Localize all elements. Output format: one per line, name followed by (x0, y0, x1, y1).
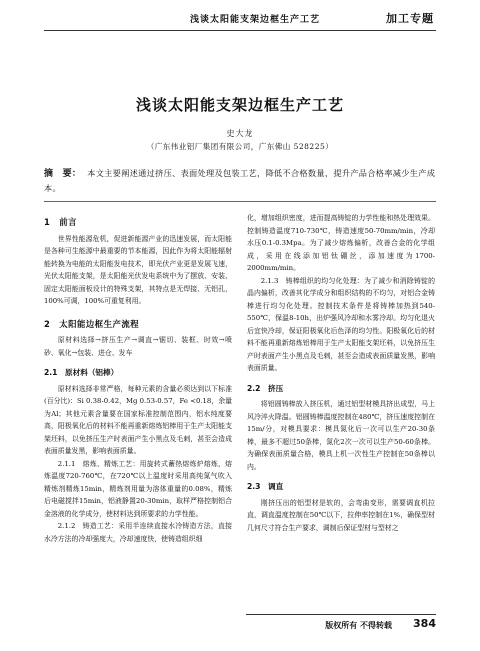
footer-rule (246, 614, 436, 615)
right-column (247, 212, 435, 534)
section-tag: 加工专题 (386, 12, 434, 25)
paragraph: 世界性能源危机，促进新能源产业的迅速发展，而太阳能是各种可生能源中最重要的节本能源，因此作为将太阳能辐射能转换为电能的太阳能发电技术，即光伏产业更是发展飞速，光伏太阳能支架，是太阳能光伏发电系统中为了摆放、安装、固定太阳能面板设计的特殊支架，其特点是无焊接、无铝孔，100%可调，100%可重复利用。 (44, 234, 232, 305)
copyright-notice: 版权所有 不得转载 (325, 620, 392, 630)
header-rule (44, 30, 436, 31)
paragraph: 2.1.1 熔炼、精炼工艺：用旋转式蓄热熔炼炉熔炼，熔炼温度720-760℃，在720℃以上温度时采用高纯氮气吹入精炼剂精炼15min，精炼剂用量为溶体重量的0.08%，精炼后电磁搅拌15min，铝液静置20-30min，取样严格控制铝合金溶液的化学成分，使材料达到所要求的力学性能。 (44, 459, 232, 518)
abstract-divider (44, 201, 436, 202)
subsection-heading-straightening: 2.3 调直 (247, 482, 284, 491)
article-affiliation: （广东伟业铝厂集团有限公司，广东佛山 528225） (146, 142, 334, 151)
page-footer (246, 614, 436, 636)
subsection-heading-extrusion: 2.2 挤压 (247, 383, 284, 393)
paragraph: 2.1.3 铸棒组织的均匀化处理：为了减少和消除铸锭的晶内偏析，改善其化学成分和组织结构的不均匀，对铝合金铸棒进行均匀化处理。控制技术条件是将铸棒加热到540-550℃，保温8-10h，出炉强风冷却和水雾冷却。均匀化退火后宜快冷却，保证阳极氧化后色泽的均匀性。阳极氧化后的材料不能再重新熔炼铝棒用于生产太阳能支架坯料，以免挤压生产时表面产生小黑点及毛刺，甚至会造成表面质量发黑，影响表面质量。 (247, 276, 435, 372)
left-column (44, 212, 232, 545)
paragraph: 将铝圆铸棒放入挤压机，通过铝型材模具挤出成型，马上风冷淬火降温。铝圆铸棒温度控制在480℃，挤压速度控制在15m/分，对模具要求：模具氮化后一次可以生产20-30条棒，最多不超过50条棒，氮化2次一次可以生产50-60条棒。为确保表面质量合格，模具上机一次性生产控制在50条棒以内。 (247, 400, 435, 471)
abstract-text: 本文主要阐述通过挤压、表面处理及包装工艺，降低不合格数量，提升产品合格率减少生产成本。 (44, 168, 436, 193)
section-heading-process: 2 太阳能边框生产流程 (44, 318, 140, 329)
page-number: 384 (413, 617, 436, 630)
paragraph: 化，增加组织密度，进而提高铸锭的力学性能和热处理效果。控制铸造温度710-730℃，铸造速度50-70mm/min，冷却水压0.1-0.3Mpa。为了减少熔炼偏析，改善合金的化学组成，采用在线添加铝钛硼丝，添加速度为1700-2000mm/min。 (247, 214, 435, 272)
section-heading-intro: 1 前言 (44, 217, 77, 227)
page-header (0, 0, 480, 36)
paragraph: 原材料选择→挤压生产→调直→锯切、装框、时效→喷砂、氧化→包装、进仓、发车 (44, 336, 232, 357)
paragraph: 2.1.2 铸造工艺：采用半连续直接水冷铸造方法，直接水冷方法的冷却强度大，冷却速度快，使铸造组织细 (44, 522, 232, 543)
article-title: 浅谈太阳能支架边框生产工艺 (135, 96, 344, 114)
article-author: 史大龙 (226, 129, 254, 138)
paragraph: 原材料选择非常严格，每种元素的含量必须达到以下标准(百分比)：Si 0.38-0.42，Mg 0.53-0.57，Fe <0.18，余量为Al；其他元素含量要在国家标准控制范围内，铝水纯度要高，阳极氧化后的材料不能再重新熔炼铝棒用于生产太阳能支架坯料，以免挤压生产时表面产生小黑点及毛刺，甚至会造成表面质量发黑，影响表面质量。 (44, 384, 232, 455)
paragraph: 刚挤压出的铝型材是软的，会弯曲变形，需要调直机拉直，调直温度控制在50℃以下，拉伸率控制在1%，确保型材几何尺寸符合生产要求，调制后保证型材与型材之 (247, 498, 435, 532)
subsection-heading-raw-material: 2.1 原材料（铝棒） (44, 368, 119, 377)
abstract-label: 摘 要： (44, 169, 82, 179)
running-title: 浅谈太阳能支架边框生产工艺 (190, 15, 321, 25)
abstract (44, 166, 436, 195)
